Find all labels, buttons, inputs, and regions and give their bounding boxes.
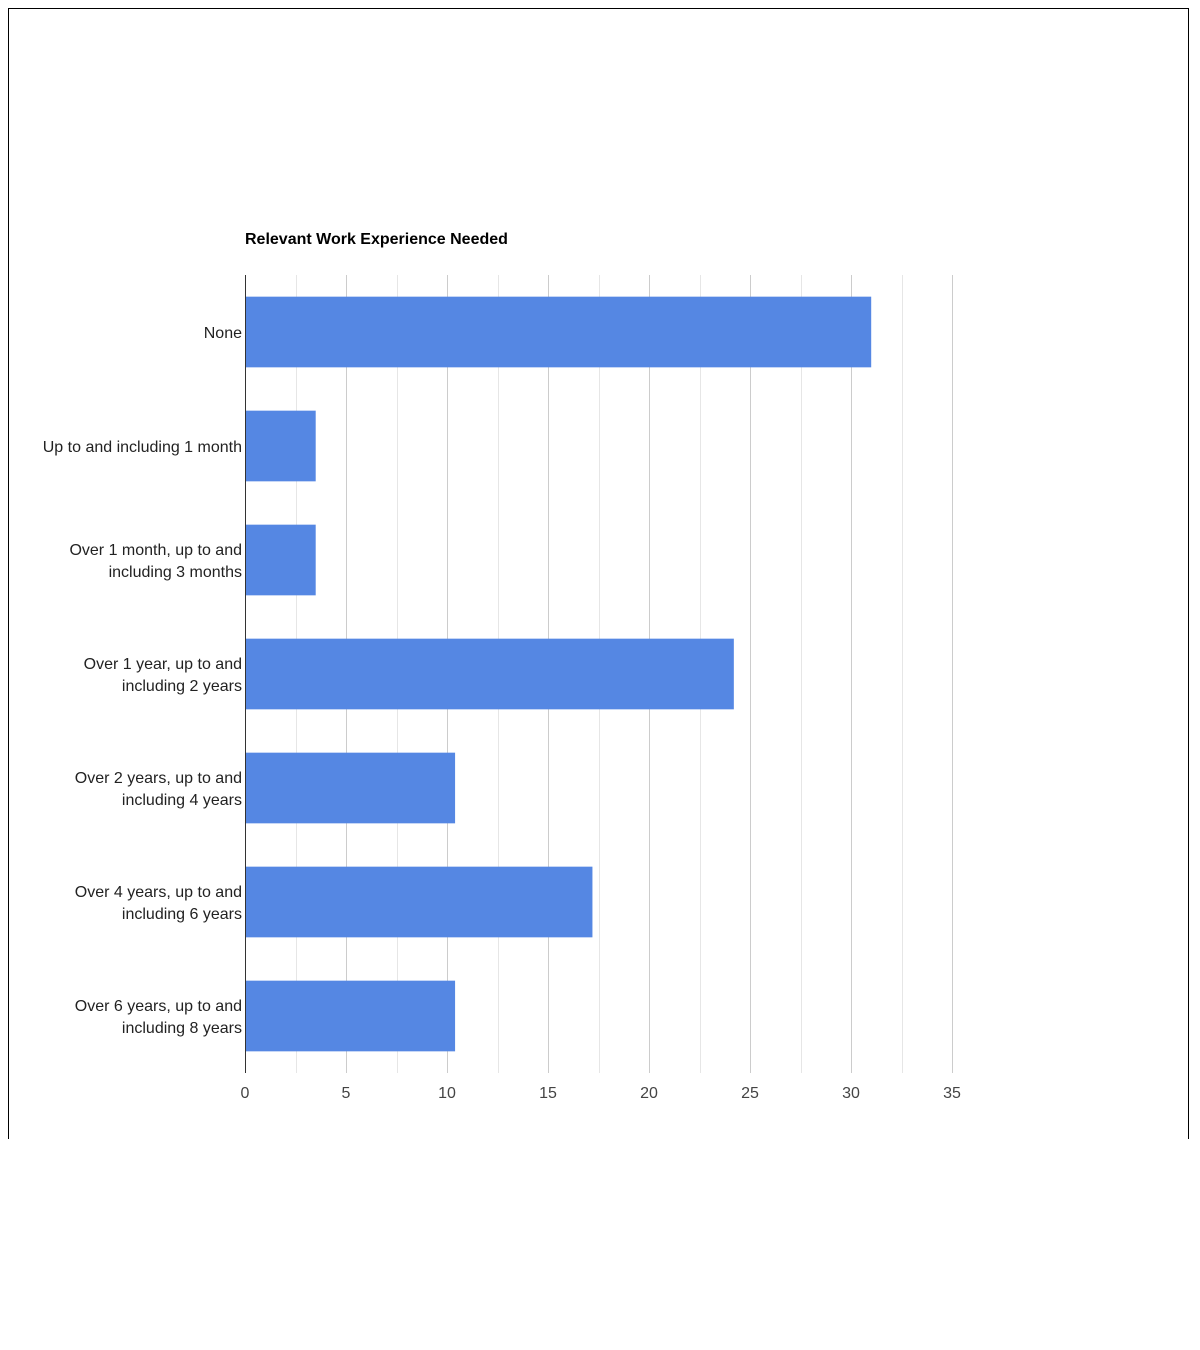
- x-tick-label: 35: [943, 1085, 961, 1102]
- category-label: Over 1 year, up to and: [83, 656, 242, 673]
- category-label: including 2 years: [121, 678, 242, 695]
- bar: [245, 297, 871, 368]
- x-tick-label: 5: [341, 1085, 351, 1102]
- x-tick-label: 0: [240, 1085, 250, 1102]
- category-label: including 8 years: [121, 1020, 242, 1037]
- x-tick-labels: [241, 1085, 961, 1102]
- category-label: Over 4 years, up to and: [74, 884, 242, 901]
- bar: [245, 525, 316, 596]
- category-label: None: [203, 325, 242, 342]
- category-label: Over 6 years, up to and: [74, 998, 242, 1015]
- bar: [245, 411, 316, 482]
- chart-title: Relevant Work Experience Needed: [245, 231, 508, 248]
- bar: [245, 867, 592, 938]
- x-tick-label: 10: [438, 1085, 456, 1102]
- bar: [245, 981, 455, 1052]
- category-label: Over 1 month, up to and: [69, 542, 242, 559]
- x-tick-label: 25: [741, 1085, 759, 1102]
- category-label: including 3 months: [108, 564, 242, 581]
- category-label: including 4 years: [121, 792, 242, 809]
- bar: [245, 753, 455, 824]
- category-label: Up to and including 1 month: [42, 439, 242, 456]
- category-label: Over 2 years, up to and: [74, 770, 242, 787]
- x-tick-label: 20: [640, 1085, 658, 1102]
- bar: [245, 639, 734, 710]
- category-labels: [43, 325, 242, 1037]
- x-tick-label: 15: [539, 1085, 557, 1102]
- bars: [245, 297, 871, 1052]
- x-tick-label: 30: [842, 1085, 860, 1102]
- category-label: including 6 years: [121, 906, 242, 923]
